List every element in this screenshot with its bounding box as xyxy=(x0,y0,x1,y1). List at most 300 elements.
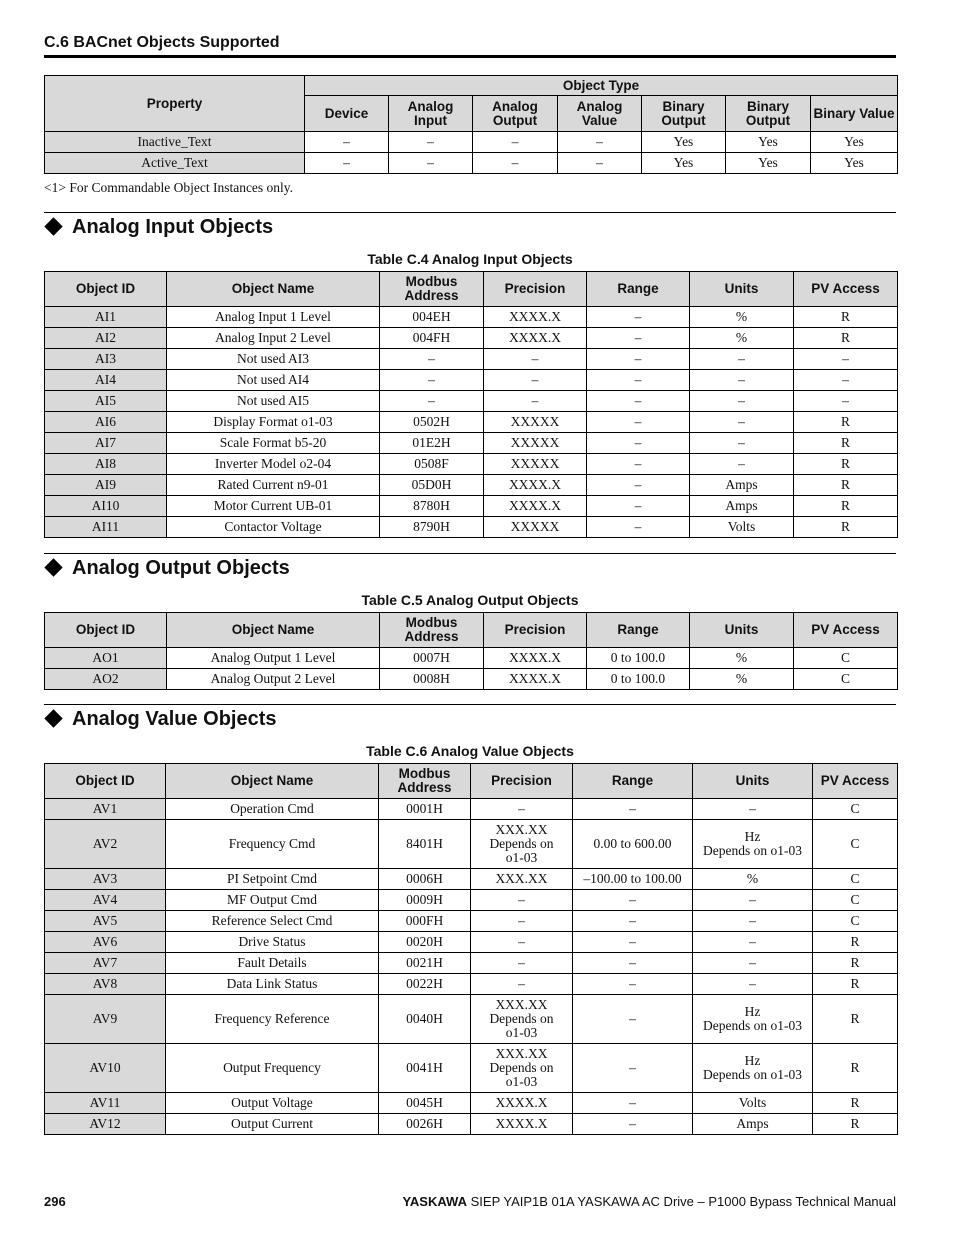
table-cell: XXXX.X xyxy=(471,1114,573,1135)
table-cell: – xyxy=(558,153,642,174)
analog-output-heading xyxy=(44,557,290,580)
table-cell: – xyxy=(558,132,642,153)
table-cell: – xyxy=(693,911,813,932)
table-cell: C xyxy=(813,820,898,869)
table-cell: – xyxy=(690,391,794,412)
table-cell: MF Output Cmd xyxy=(166,890,379,911)
table-cell: Frequency Reference xyxy=(166,995,379,1044)
footnote: <1> For Commandable Object Instances only. xyxy=(44,180,294,195)
table-cell: – xyxy=(693,932,813,953)
table-cell: R xyxy=(794,517,898,538)
object-id-cell: AI8 xyxy=(45,454,167,475)
table-cell: – xyxy=(587,433,690,454)
table-cell-line: Depends on o1-03 xyxy=(703,1018,802,1033)
object-id-cell: AV9 xyxy=(45,995,166,1044)
table-cell: Volts xyxy=(693,1093,813,1114)
table-row xyxy=(45,433,898,454)
table-cell: 0008H xyxy=(380,669,484,690)
analog-value-caption: Table C.6 Analog Value Objects xyxy=(366,743,574,759)
table-cell-line: Depends on xyxy=(489,1060,554,1075)
table-cell: – xyxy=(693,974,813,995)
table-cell: XXXXX xyxy=(484,412,587,433)
table-cell: R xyxy=(794,307,898,328)
table-cell: – xyxy=(587,412,690,433)
table-cell: 05D0H xyxy=(380,475,484,496)
table-cell: Operation Cmd xyxy=(166,799,379,820)
object-type-header-cell: Analog Value xyxy=(558,96,642,132)
table-row xyxy=(45,932,898,953)
table-cell: – xyxy=(690,349,794,370)
column-header: Range xyxy=(587,613,690,648)
table-cell: Analog Input 2 Level xyxy=(167,328,380,349)
table-cell: – xyxy=(573,953,693,974)
object-id-cell: AV1 xyxy=(45,799,166,820)
table-cell: XXXX.X xyxy=(484,669,587,690)
object-id-cell: AV3 xyxy=(45,869,166,890)
property-name-cell: Active_Text xyxy=(45,153,305,174)
table-cell: – xyxy=(690,454,794,475)
table-cell: Output Frequency xyxy=(166,1044,379,1093)
table-row xyxy=(45,648,898,669)
object-id-cell: AV5 xyxy=(45,911,166,932)
table-cell: – xyxy=(587,454,690,475)
analog-value-table-body xyxy=(45,799,898,1135)
table-row xyxy=(45,454,898,475)
table-cell: Scale Format b5-20 xyxy=(167,433,380,454)
table-cell: – xyxy=(587,370,690,391)
table-cell: – xyxy=(471,890,573,911)
column-header-line: Address xyxy=(397,780,452,795)
table-cell: – xyxy=(587,349,690,370)
table-cell: R xyxy=(813,995,898,1044)
table-cell: – xyxy=(380,349,484,370)
table-cell: – xyxy=(380,391,484,412)
table-row xyxy=(45,496,898,517)
object-id-cell: AV10 xyxy=(45,1044,166,1093)
section-title: C.6 BACnet Objects Supported xyxy=(44,34,280,51)
table-cell: 0 to 100.0 xyxy=(587,648,690,669)
table-cell: Data Link Status xyxy=(166,974,379,995)
footer-text xyxy=(402,1194,896,1209)
column-header: Object ID xyxy=(45,272,167,307)
column-header: PV Access xyxy=(794,272,898,307)
table-cell: – xyxy=(587,391,690,412)
object-id-cell: AV6 xyxy=(45,932,166,953)
table-row xyxy=(45,1114,898,1135)
analog-input-heading-text: Analog Input Objects xyxy=(72,216,274,238)
column-header-line: Modbus xyxy=(405,615,458,630)
table-cell: R xyxy=(813,932,898,953)
table-row xyxy=(45,475,898,496)
table-cell: Yes xyxy=(642,153,726,174)
table-cell: – xyxy=(573,995,693,1044)
object-id-cell: AV12 xyxy=(45,1114,166,1135)
table-cell: Yes xyxy=(726,132,811,153)
table-cell xyxy=(693,995,813,1044)
table-cell: XXXX.X xyxy=(484,307,587,328)
table-cell: – xyxy=(473,153,558,174)
diamond-bullet-icon xyxy=(44,218,62,236)
table-cell xyxy=(471,820,573,869)
table-cell: – xyxy=(693,953,813,974)
table-cell: – xyxy=(471,799,573,820)
table-row xyxy=(45,1093,898,1114)
column-header: PV Access xyxy=(794,613,898,648)
table-cell: – xyxy=(380,370,484,391)
analog-value-heading-text: Analog Value Objects xyxy=(72,708,277,730)
table-cell: – xyxy=(471,932,573,953)
table-cell: R xyxy=(813,953,898,974)
table-cell: Reference Select Cmd xyxy=(166,911,379,932)
table-cell: 0508F xyxy=(380,454,484,475)
column-header: Precision xyxy=(484,272,587,307)
table-cell-line: XXX.XX xyxy=(495,1046,548,1061)
object-type-header-cell: Analog Output xyxy=(473,96,558,132)
table-cell: 0045H xyxy=(379,1093,471,1114)
table-cell: R xyxy=(794,496,898,517)
table-cell: XXXXX xyxy=(484,517,587,538)
table-cell: – xyxy=(471,974,573,995)
table-row xyxy=(45,974,898,995)
column-header: Units xyxy=(690,272,794,307)
table-cell-line: Depends on xyxy=(489,1011,554,1026)
column-header: Precision xyxy=(471,764,573,799)
object-id-cell: AV2 xyxy=(45,820,166,869)
object-id-cell: AI4 xyxy=(45,370,167,391)
table-row xyxy=(45,153,898,174)
table-cell: R xyxy=(813,1114,898,1135)
analog-input-header-row xyxy=(45,272,898,307)
table-cell: – xyxy=(305,153,389,174)
column-header: Precision xyxy=(484,613,587,648)
page-number: 296 xyxy=(44,1194,66,1209)
object-type-header-cell: Device xyxy=(305,96,389,132)
table-cell: Not used AI4 xyxy=(167,370,380,391)
analog-value-header-row xyxy=(45,764,898,799)
column-header: Object Name xyxy=(167,272,380,307)
analog-output-heading-text: Analog Output Objects xyxy=(72,557,290,579)
table-cell: 01E2H xyxy=(380,433,484,454)
table-cell: – xyxy=(587,475,690,496)
table-cell: 0026H xyxy=(379,1114,471,1135)
diamond-bullet-icon xyxy=(44,710,62,728)
property-table-body xyxy=(45,132,898,174)
object-type-header-cell: Binary Value xyxy=(811,96,898,132)
table-cell: – xyxy=(794,391,898,412)
column-header-line: Address xyxy=(404,629,459,644)
table-cell: Yes xyxy=(726,153,811,174)
object-id-cell: AO2 xyxy=(45,669,167,690)
table-cell: R xyxy=(794,412,898,433)
table-cell: Frequency Cmd xyxy=(166,820,379,869)
table-row xyxy=(45,820,898,869)
table-cell: – xyxy=(573,890,693,911)
table-cell-line: o1-03 xyxy=(505,850,538,865)
table-cell: R xyxy=(794,328,898,349)
table-cell: – xyxy=(471,953,573,974)
table-cell-line: Hz xyxy=(744,1004,761,1019)
table-cell: – xyxy=(573,974,693,995)
table-cell: – xyxy=(573,1093,693,1114)
table-cell: % xyxy=(690,648,794,669)
property-table xyxy=(44,75,898,174)
table-cell: XXXX.X xyxy=(484,496,587,517)
column-header: Object ID xyxy=(45,764,166,799)
table-cell: XXXX.X xyxy=(471,1093,573,1114)
table-cell: Analog Output 1 Level xyxy=(167,648,380,669)
table-cell: C xyxy=(813,911,898,932)
table-cell: XXXXX xyxy=(484,454,587,475)
table-row xyxy=(45,953,898,974)
analog-input-table xyxy=(44,271,898,538)
table-cell: Not used AI3 xyxy=(167,349,380,370)
object-id-cell: AV8 xyxy=(45,974,166,995)
table-cell: 0 to 100.0 xyxy=(587,669,690,690)
property-header: Property xyxy=(45,76,305,132)
table-cell: 0022H xyxy=(379,974,471,995)
table-row xyxy=(45,911,898,932)
object-id-cell: AV7 xyxy=(45,953,166,974)
table-cell: 0007H xyxy=(380,648,484,669)
table-cell: 0502H xyxy=(380,412,484,433)
table-cell: Contactor Voltage xyxy=(167,517,380,538)
table-row xyxy=(45,132,898,153)
table-row xyxy=(45,328,898,349)
table-cell: – xyxy=(473,132,558,153)
table-cell-line: o1-03 xyxy=(505,1025,538,1040)
analog-input-caption: Table C.4 Analog Input Objects xyxy=(367,251,573,267)
table-cell xyxy=(471,1044,573,1093)
table-cell: R xyxy=(813,974,898,995)
table-cell: – xyxy=(573,799,693,820)
table-cell: % xyxy=(690,307,794,328)
table-cell: – xyxy=(587,328,690,349)
object-id-cell: AI3 xyxy=(45,349,167,370)
object-type-header-cell: Analog Input xyxy=(389,96,473,132)
table-cell: Yes xyxy=(811,153,898,174)
table-cell: Amps xyxy=(690,475,794,496)
table-cell: XXXX.X xyxy=(484,328,587,349)
column-header xyxy=(379,764,471,799)
table-cell: Output Current xyxy=(166,1114,379,1135)
table-cell: – xyxy=(587,307,690,328)
table-cell: – xyxy=(573,932,693,953)
table-cell: – xyxy=(794,370,898,391)
table-cell xyxy=(693,1044,813,1093)
table-cell: % xyxy=(693,869,813,890)
table-cell: Yes xyxy=(811,132,898,153)
table-cell: – xyxy=(587,496,690,517)
analog-output-rule xyxy=(44,553,896,554)
table-cell: PI Setpoint Cmd xyxy=(166,869,379,890)
table-cell: R xyxy=(813,1044,898,1093)
object-id-cell: AO1 xyxy=(45,648,167,669)
table-cell: R xyxy=(794,475,898,496)
table-cell: 8780H xyxy=(380,496,484,517)
table-cell: – xyxy=(484,349,587,370)
table-cell: 0001H xyxy=(379,799,471,820)
table-cell: Motor Current UB-01 xyxy=(167,496,380,517)
object-id-cell: AV11 xyxy=(45,1093,166,1114)
table-row xyxy=(45,370,898,391)
object-id-cell: AI10 xyxy=(45,496,167,517)
table-cell: – xyxy=(389,153,473,174)
table-cell: C xyxy=(813,869,898,890)
table-cell: – xyxy=(587,517,690,538)
table-cell: 8401H xyxy=(379,820,471,869)
object-type-header-cell: Binary Output xyxy=(726,96,811,132)
analog-output-table xyxy=(44,612,898,690)
table-cell: – xyxy=(690,412,794,433)
footer-manual-title: SIEP YAIP1B 01A YASKAWA AC Drive – P1000 Bypass Technical Manual xyxy=(470,1194,896,1209)
table-cell: Rated Current n9-01 xyxy=(167,475,380,496)
table-cell: XXXX.X xyxy=(484,475,587,496)
object-id-cell: AI7 xyxy=(45,433,167,454)
table-cell: Analog Output 2 Level xyxy=(167,669,380,690)
table-cell-line: Hz xyxy=(744,829,761,844)
table-cell: – xyxy=(471,911,573,932)
table-row xyxy=(45,890,898,911)
table-cell-line: Depends on o1-03 xyxy=(703,1067,802,1082)
analog-value-table xyxy=(44,763,898,1135)
table-cell: 0009H xyxy=(379,890,471,911)
table-cell-line: XXX.XX xyxy=(495,997,548,1012)
column-header-line: Modbus xyxy=(398,766,451,781)
object-id-cell: AI11 xyxy=(45,517,167,538)
table-cell: XXXXX xyxy=(484,433,587,454)
analog-output-header-row xyxy=(45,613,898,648)
object-id-cell: AI6 xyxy=(45,412,167,433)
table-cell: 000FH xyxy=(379,911,471,932)
table-cell-line: Hz xyxy=(744,1053,761,1068)
table-cell: – xyxy=(484,391,587,412)
table-row xyxy=(45,1044,898,1093)
table-cell: 004FH xyxy=(380,328,484,349)
table-cell: C xyxy=(813,799,898,820)
table-cell: R xyxy=(794,454,898,475)
table-cell: – xyxy=(573,1044,693,1093)
column-header xyxy=(380,272,484,307)
table-row xyxy=(45,391,898,412)
table-cell: 0040H xyxy=(379,995,471,1044)
table-cell: Fault Details xyxy=(166,953,379,974)
table-cell-line: Depends on o1-03 xyxy=(703,843,802,858)
table-cell: Amps xyxy=(693,1114,813,1135)
analog-output-caption: Table C.5 Analog Output Objects xyxy=(361,592,579,608)
table-cell: – xyxy=(484,370,587,391)
table-cell: – xyxy=(690,433,794,454)
column-header: Range xyxy=(587,272,690,307)
table-cell-line: Depends on xyxy=(489,836,554,851)
table-cell: XXXX.X xyxy=(484,648,587,669)
table-cell: – xyxy=(693,890,813,911)
analog-input-heading xyxy=(44,216,273,239)
analog-value-heading xyxy=(44,708,277,731)
table-cell: – xyxy=(389,132,473,153)
table-cell-line: XXX.XX xyxy=(495,822,548,837)
table-cell: – xyxy=(573,1114,693,1135)
table-cell: Not used AI5 xyxy=(167,391,380,412)
table-cell: Inverter Model o2-04 xyxy=(167,454,380,475)
table-cell: % xyxy=(690,669,794,690)
table-cell: Amps xyxy=(690,496,794,517)
table-row xyxy=(45,349,898,370)
table-cell: 0020H xyxy=(379,932,471,953)
table-cell: – xyxy=(690,370,794,391)
table-cell: R xyxy=(813,1093,898,1114)
table-cell: 0041H xyxy=(379,1044,471,1093)
table-cell: 0021H xyxy=(379,953,471,974)
table-cell: C xyxy=(794,648,898,669)
object-id-cell: AI1 xyxy=(45,307,167,328)
table-cell: – xyxy=(693,799,813,820)
table-row xyxy=(45,517,898,538)
object-id-cell: AV4 xyxy=(45,890,166,911)
table-row xyxy=(45,307,898,328)
table-cell: % xyxy=(690,328,794,349)
table-cell: Volts xyxy=(690,517,794,538)
table-cell xyxy=(693,820,813,869)
footer-brand: YASKAWA xyxy=(402,1194,467,1209)
table-cell: Analog Input 1 Level xyxy=(167,307,380,328)
table-cell: – xyxy=(305,132,389,153)
table-cell-line: o1-03 xyxy=(505,1074,538,1089)
column-header: Object Name xyxy=(166,764,379,799)
section-rule xyxy=(44,55,896,58)
column-header: Units xyxy=(690,613,794,648)
column-header: Object Name xyxy=(167,613,380,648)
table-cell: Yes xyxy=(642,132,726,153)
object-id-cell: AI2 xyxy=(45,328,167,349)
object-type-header: Object Type xyxy=(305,76,898,96)
table-row xyxy=(45,799,898,820)
object-id-cell: AI5 xyxy=(45,391,167,412)
diamond-bullet-icon xyxy=(44,559,62,577)
table-cell: – xyxy=(573,911,693,932)
table-cell: Drive Status xyxy=(166,932,379,953)
column-header: Object ID xyxy=(45,613,167,648)
column-header: Units xyxy=(693,764,813,799)
property-name-cell: Inactive_Text xyxy=(45,132,305,153)
object-id-cell: AI9 xyxy=(45,475,167,496)
table-cell: 004EH xyxy=(380,307,484,328)
analog-input-rule xyxy=(44,212,896,213)
analog-output-table-body xyxy=(45,648,898,690)
table-cell: R xyxy=(794,433,898,454)
column-header: PV Access xyxy=(813,764,898,799)
analog-input-table-body xyxy=(45,307,898,538)
table-cell: 0006H xyxy=(379,869,471,890)
table-row xyxy=(45,669,898,690)
table-cell: XXX.XX xyxy=(471,869,573,890)
table-cell xyxy=(471,995,573,1044)
table-row xyxy=(45,869,898,890)
column-header-line: Address xyxy=(404,288,459,303)
table-cell: 8790H xyxy=(380,517,484,538)
analog-value-rule xyxy=(44,704,896,705)
table-row xyxy=(45,995,898,1044)
column-header-line: Modbus xyxy=(405,274,458,289)
table-row xyxy=(45,412,898,433)
table-cell: – xyxy=(794,349,898,370)
column-header: Range xyxy=(573,764,693,799)
table-cell: Output Voltage xyxy=(166,1093,379,1114)
object-type-header-cell: Binary Output xyxy=(642,96,726,132)
column-header xyxy=(380,613,484,648)
table-cell: C xyxy=(794,669,898,690)
table-cell: –100.00 to 100.00 xyxy=(573,869,693,890)
table-cell: C xyxy=(813,890,898,911)
